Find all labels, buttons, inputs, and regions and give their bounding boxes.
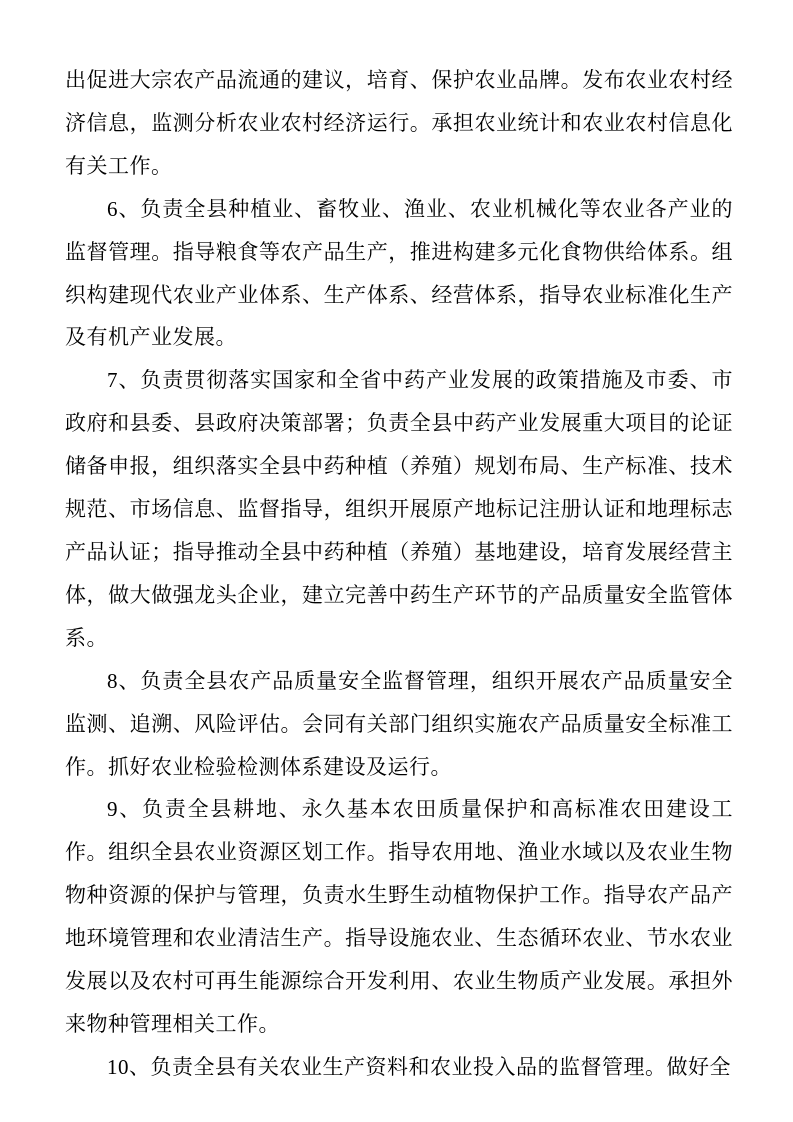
paragraph-item-8: 8、负责全县农产品质量安全监督管理，组织开展农产品质量安全监测、追溯、风险评估。会同有关部门组织实施农产品质量安全标准工作。抓好农业检验检测体系建设及运行。 <box>65 668 733 779</box>
paragraph-item-6: 6、负责全县种植业、畜牧业、渔业、农业机械化等农业各产业的监督管理。指导粮食等农产品生产，推进构建多元化食物供给体系。组织构建现代农业产业体系、生产体系、经营体系，指导农业标准化生产及有机产业发展。 <box>65 196 733 350</box>
paragraph-continuation: 出促进大宗农产品流通的建议，培育、保护农业品牌。发布农业农村经济信息，监测分析农业农村经济运行。承担农业统计和农业农村信息化有关工作。 <box>65 68 733 178</box>
document-body <box>65 59 733 1089</box>
paragraph-item-9: 9、负责全县耕地、永久基本农田质量保护和高标准农田建设工作。组织全县农业资源区划工作。指导农用地、渔业水域以及农业生物物种资源的保护与管理，负责水生野生动植物保护工作。指导农产品产地环境管理和农业清洁生产。指导设施农业、生态循环农业、节水农业发展以及农村可再生能源综合开发利用、农业生物质产业发展。承担外来物种管理相关工作。 <box>65 797 733 1036</box>
paragraph-item-7: 7、负责贯彻落实国家和全省中药产业发展的政策措施及市委、市政府和县委、县政府决策部署；负责全县中药产业发展重大项目的论证储备申报，组织落实全县中药种植（养殖）规划布局、生产标准、技术规范、市场信息、监督指导，组织开展原产地标记注册认证和地理标志产品认证；指导推动全县中药种植（养殖）基地建设，培育发展经营主体，做大做强龙头企业，建立完善中药生产环节的产品质量安全监管体系。 <box>65 368 733 650</box>
paragraph-item-10: 10、负责全县有关农业生产资料和农业投入品的监督管理。做好全 <box>107 1054 731 1079</box>
